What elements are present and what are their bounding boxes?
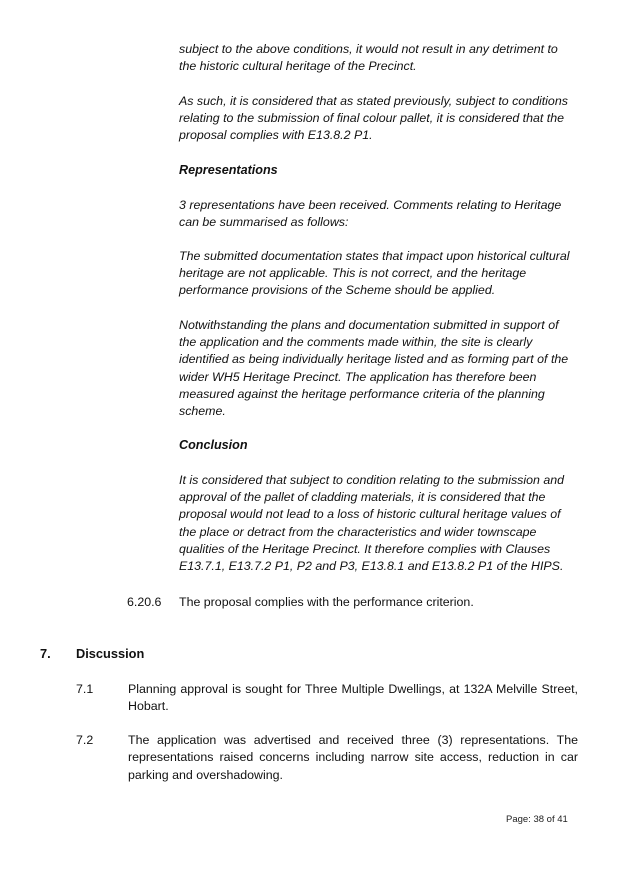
paragraph-colour-pallet: As such, it is considered that as stated previously, subject to conditions relating to the submission of final colour pallet, it is considered that the proposal complies with E13.8.2 P1.	[179, 94, 568, 143]
paragraph-notwithstanding: Notwithstanding the plans and documentation submitted in support of the application and the comments made within, the site is clearly identified as being individually heritage listed and as forming part of the wider WH5 Heritage Precinct. The application has therefore been measured against the heritage performance criteria of the planning scheme.	[179, 318, 569, 419]
heading-representations: Representations	[179, 163, 278, 177]
clause-text-6-20-6: The proposal complies with the performance criterion.	[179, 595, 474, 609]
item-text-7-2: The application was advertised and received three (3) representations. The representations raised concerns including narrow site access, reduction in car parking and overshadowing.	[128, 733, 578, 782]
paragraph-heritage-detriment: subject to the above conditions, it would not result in any detriment to the historic cultural heritage of the Precinct.	[179, 42, 558, 74]
section-number: 7.	[40, 646, 51, 661]
item-number-7-1: 7.1	[76, 682, 94, 696]
item-text-7-1: Planning approval is sought for Three Multiple Dwellings, at 132A Melville Street, Hobart.	[128, 682, 578, 714]
paragraph-conclusion: It is considered that subject to condition relating to the submission and approval of the pallet of cladding materials, it is considered that the proposal would not lead to a loss of historic cultural heritage values of the place or detract from the characteristics and wider townscape qualities of the Heritage Precinct. It therefore complies with Clauses E13.7.1, E13.7.2 P1, P2 and P3, E13.8.1 and E13.8.2 P1 of the HIPS.	[179, 473, 565, 574]
heading-conclusion: Conclusion	[179, 438, 248, 452]
clause-number-6-20-6: 6.20.6	[127, 595, 162, 609]
section-title: Discussion	[76, 646, 145, 661]
item-number-7-2: 7.2	[76, 733, 94, 747]
paragraph-representations-received: 3 representations have been received. Comments relating to Heritage can be summarised as follows:	[179, 198, 562, 230]
paragraph-submitted-documentation: The submitted documentation states that impact upon historical cultural heritage are not applicable. This is not correct, and the heritage performance provisions of the Scheme should be applied.	[179, 249, 570, 298]
page-number-footer: Page: 38 of 41	[506, 814, 568, 825]
